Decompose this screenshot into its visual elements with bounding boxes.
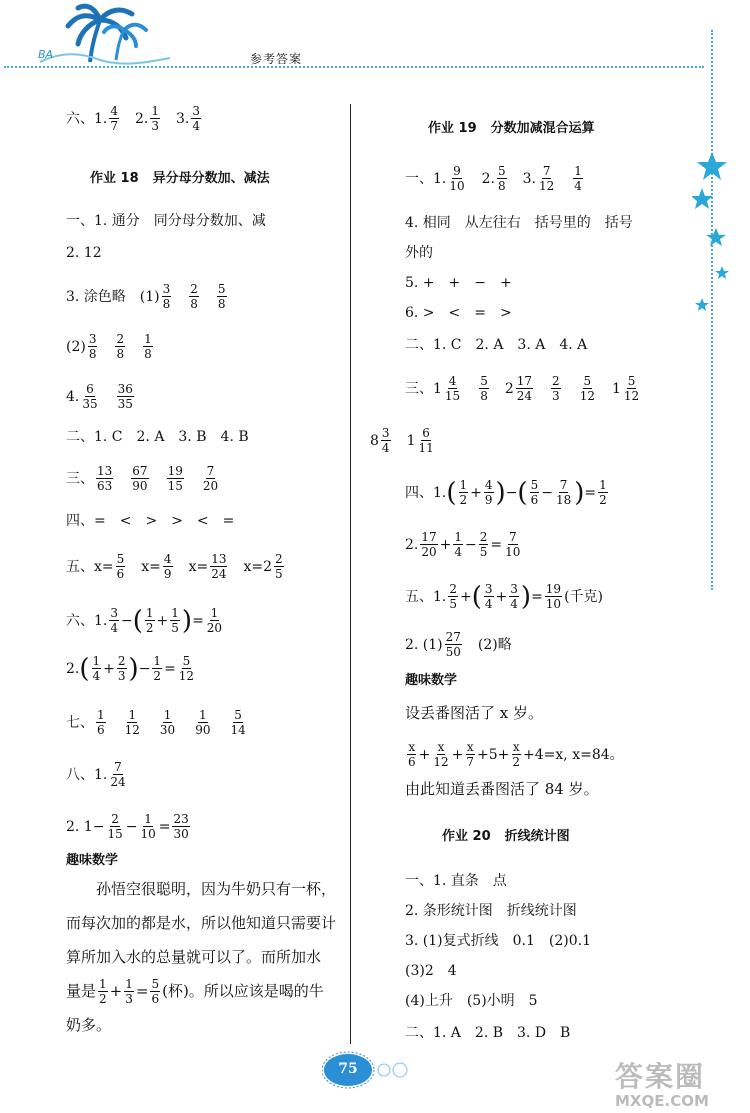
palm-tree-logo-icon — [20, 0, 190, 68]
fraction: $\frac{2}{5}$ — [449, 582, 457, 611]
right-s1-6: 6. > < = > — [405, 305, 512, 321]
fraction: $\frac{2}{5}$ — [275, 552, 283, 581]
fraction: $\frac{1}{2}$ — [99, 976, 107, 1006]
left-s7: 七、 $\frac{1}{6}$ $\frac{1}{12}$ $\frac{1}{30}$ $\frac{1}{90}$ $\frac{5}{14}$ — [66, 708, 246, 737]
fraction: $\frac{2}{8}$ — [190, 282, 198, 311]
fraction: $\frac{1}{4}$ — [574, 164, 582, 193]
fraction: $\frac{17}{24}$ — [516, 374, 533, 403]
fraction: $\frac{4}{15}$ — [444, 374, 461, 403]
fraction: $\frac{4}{9}$ — [484, 478, 493, 507]
right-fun-2: $\frac{x}{6}$ + $\frac{x}{12}$ + $\frac{x}{7}$ +5+ $\frac{x}{2}$ +4=x, x=84。 — [408, 740, 624, 769]
fraction: $\frac{3}{4}$ — [110, 606, 118, 635]
right-s1-4a: 4. 相同 从左往右 括号里的 括号 — [405, 215, 633, 231]
fraction: $\frac{6}{11}$ — [418, 426, 434, 455]
right-s1-5: 5. + + − + — [405, 275, 512, 291]
fraction: $\frac{x}{2}$ — [512, 740, 521, 769]
fraction: $\frac{3}{4}$ — [510, 582, 518, 611]
right-s20-3: 3. (1)复式折线 0.1 (2)0.1 — [405, 933, 591, 949]
fraction: $\frac{1}{30}$ — [159, 708, 176, 737]
fraction: $\frac{1}{3}$ — [151, 104, 159, 133]
fraction: $\frac{2}{3}$ — [117, 654, 126, 683]
watermark-title: 答案圈 — [615, 1060, 706, 1093]
fraction: $\frac{1}{2}$ — [459, 478, 468, 507]
left-s5: 五、x= $\frac{5}{6}$ x= $\frac{4}{9}$ x= $\frac{13}{24}$ x=2 $\frac{2}{5}$ — [66, 552, 283, 581]
fraction: $\frac{2}{3}$ — [552, 374, 560, 403]
fraction: $\frac{1}{6}$ — [97, 708, 105, 737]
fraction: $\frac{1}{4}$ — [92, 654, 101, 683]
page-number: 75 — [338, 1061, 358, 1077]
fraction: $\frac{5}{6}$ — [151, 976, 160, 1006]
left-fun-title: 趣味数学 — [66, 853, 119, 868]
header-title: 参考答案 — [250, 52, 303, 66]
fraction: $\frac{36}{35}$ — [117, 382, 133, 411]
fraction: $\frac{5}{12}$ — [579, 374, 595, 403]
right-fun-title: 趣味数学 — [405, 673, 458, 688]
left-s1-1: 一、1. 通分 同分母分数加、减 — [66, 213, 266, 229]
right-s2: 二、1. C 2. A 3. A 4. A — [405, 337, 588, 353]
fraction: $\frac{1}{2}$ — [145, 606, 154, 635]
left-s3: 三、 $\frac{13}{63}$ $\frac{67}{90}$ $\frac{19}{15}$ $\frac{7}{20}$ — [66, 464, 219, 493]
fraction: $\frac{3}{8}$ — [162, 282, 171, 311]
fraction: $\frac{9}{10}$ — [449, 164, 465, 193]
right-s1-1: 一、1. $\frac{9}{10}$ 2. $\frac{5}{8}$ 3. $\frac{7}{12}$ $\frac{1}{4}$ — [405, 164, 582, 193]
fraction: $\frac{23}{30}$ — [173, 812, 189, 841]
fraction: $\frac{x}{7}$ — [466, 740, 475, 769]
watermark — [615, 1062, 750, 1113]
left-s6-2: 2. ( $\frac{1}{4}$ + $\frac{2}{3}$ ) − $\frac{1}{2}$ = $\frac{5}{12}$ — [66, 653, 195, 684]
left-s1-4: 4. $\frac{6}{35}$ $\frac{36}{35}$ — [66, 382, 133, 411]
right-fun-3: 由此知道丢番图活了 84 岁。 — [405, 780, 599, 798]
fraction: $\frac{5}{8}$ — [217, 282, 226, 311]
fraction: $\frac{27}{50}$ — [445, 630, 461, 659]
column-divider — [350, 104, 351, 1044]
homework-20-heading: 作业 20 折线统计图 — [442, 829, 570, 844]
fraction: $\frac{5}{8}$ — [480, 374, 488, 403]
right-s4-2: 2. $\frac{17}{20}$ + $\frac{1}{4}$ − $\frac{2}{5}$ = $\frac{7}{10}$ — [405, 530, 521, 559]
fraction: $\frac{x}{12}$ — [433, 740, 449, 769]
fraction: $\frac{5}{8}$ — [498, 164, 506, 193]
logo-text: BA — [38, 48, 54, 61]
fraction: $\frac{5}{14}$ — [230, 708, 246, 737]
watermark-url: MXQE.COM — [615, 1092, 709, 1110]
fraction: $\frac{1}{12}$ — [124, 708, 140, 737]
right-s20-4: 二、1. A 2. B 3. D B — [405, 1025, 571, 1041]
right-s3: 三、1 $\frac{4}{15}$ $\frac{5}{8}$ 2 $\frac{17}{24}$ $\frac{2}{3}$ $\frac{5}{12}$ 1 $\frac{5}{12}$ — [405, 374, 640, 403]
fraction: $\frac{5}{6}$ — [116, 552, 125, 581]
fraction: $\frac{67}{90}$ — [132, 464, 148, 493]
left-s6-1: 六、1. $\frac{3}{4}$ − ( $\frac{1}{2}$ + $\frac{1}{5}$ ) = $\frac{1}{20}$ — [66, 605, 223, 636]
fraction: $\frac{1}{10}$ — [140, 812, 156, 841]
fraction: $\frac{2}{8}$ — [116, 332, 125, 361]
fraction: $\frac{5}{12}$ — [178, 654, 195, 683]
left-s1-3: 3. 涂色略 (1) $\frac{3}{8}$ $\frac{2}{8}$ $\frac{5}{8}$ — [66, 282, 226, 311]
fraction: $\frac{19}{15}$ — [167, 464, 183, 493]
left-s1-3b: (2) $\frac{3}{8}$ $\frac{2}{8}$ $\frac{1}{8}$ — [66, 332, 152, 361]
fraction: $\frac{13}{63}$ — [97, 464, 113, 493]
fraction: $\frac{1}{8}$ — [144, 332, 152, 361]
fraction: $\frac{7}{20}$ — [202, 464, 219, 493]
header-dotted-line — [4, 66, 704, 68]
left-s2: 二、1. C 2. A 3. B 4. B — [66, 429, 249, 445]
right-s20-3b: (3)2 4 — [405, 963, 457, 979]
fraction: $\frac{x}{6}$ — [408, 740, 416, 769]
left-fun-paragraph: 孙悟空很聪明，因为牛奶只有一杯， 而每次加的都是水，所以他知道只需要计 算所加入水的总量就可以了。而所加水 量是 $\frac{1}{2}$ + $\frac{1}{3}$ = $\frac{5}{6}$ (杯)。所以应该是喝的牛 奶多。 — [66, 880, 337, 1034]
fraction: $\frac{3}{4}$ — [484, 582, 493, 611]
page-header — [0, 0, 750, 80]
right-s20-2: 2. 条形统计图 折线统计图 — [405, 903, 577, 919]
fraction: $\frac{2}{5}$ — [479, 530, 488, 559]
left-s1-2: 2. 12 — [66, 245, 102, 261]
fraction: $\frac{19}{10}$ — [545, 582, 562, 611]
right-fun-1: 设丢番图活了 x 岁。 — [405, 704, 543, 722]
fraction: $\frac{5}{6}$ — [530, 478, 539, 507]
fraction: $\frac{5}{12}$ — [623, 374, 640, 403]
left-answer-6: 六、1. $\frac{4}{7}$ 2. $\frac{1}{3}$ 3. $\frac{3}{4}$ — [66, 104, 200, 133]
homework-18-heading: 作业 18 异分母分数加、减法 — [90, 171, 270, 186]
fraction: $\frac{13}{24}$ — [211, 552, 227, 581]
fraction: $\frac{1}{20}$ — [206, 606, 223, 635]
fraction: $\frac{1}{90}$ — [195, 708, 211, 737]
right-s20-1: 一、1. 直条 点 — [405, 873, 507, 889]
homework-19-heading: 作业 19 分数加减混合运算 — [428, 121, 595, 136]
fraction: $\frac{4}{9}$ — [163, 552, 172, 581]
right-s1-4b: 外的 — [405, 245, 433, 261]
right-s20-3c: (4)上升 (5)小明 5 — [405, 993, 538, 1009]
fraction: $\frac{2}{15}$ — [107, 812, 123, 841]
fraction: $\frac{1}{5}$ — [171, 606, 179, 635]
fraction: $\frac{17}{20}$ — [421, 530, 437, 559]
fraction: $\frac{7}{10}$ — [505, 530, 521, 559]
fraction: $\frac{1}{2}$ — [153, 654, 162, 683]
right-s5-2: 2. (1) $\frac{27}{50}$ (2)略 — [405, 630, 512, 659]
left-s4: 四、= < > > < = — [66, 513, 235, 529]
left-s8-1: 八、1. $\frac{7}{24}$ — [66, 760, 126, 789]
fraction: $\frac{4}{7}$ — [110, 104, 118, 133]
fraction: $\frac{3}{4}$ — [381, 426, 390, 455]
fraction: $\frac{1}{2}$ — [599, 478, 607, 507]
right-s3b: 8 $\frac{3}{4}$ 1 $\frac{6}{11}$ — [370, 426, 434, 455]
star-decoration-icon — [692, 150, 732, 350]
page-number-badge — [322, 1050, 374, 1090]
fraction: $\frac{6}{35}$ — [82, 382, 98, 411]
fraction: $\frac{7}{12}$ — [539, 164, 555, 193]
fraction: $\frac{1}{3}$ — [125, 976, 133, 1006]
fraction: $\frac{1}{4}$ — [454, 530, 463, 559]
fraction: $\frac{7}{18}$ — [555, 478, 572, 507]
right-s5-1: 五、1. $\frac{2}{5}$ + ( $\frac{3}{4}$ + $\frac{3}{4}$ ) = $\frac{19}{10}$ (千克) — [405, 581, 604, 612]
fraction: $\frac{7}{24}$ — [110, 760, 126, 789]
fraction: $\frac{3}{4}$ — [192, 104, 200, 133]
fraction: $\frac{3}{8}$ — [88, 332, 97, 361]
left-s8-2: 2. 1− $\frac{2}{15}$ − $\frac{1}{10}$ = $\frac{23}{30}$ — [66, 812, 189, 841]
right-s4-1: 四、1. ( $\frac{1}{2}$ + $\frac{4}{9}$ ) − ( $\frac{5}{6}$ − $\frac{7}{18}$ ) = $\frac{1}{2}$ — [405, 477, 607, 508]
